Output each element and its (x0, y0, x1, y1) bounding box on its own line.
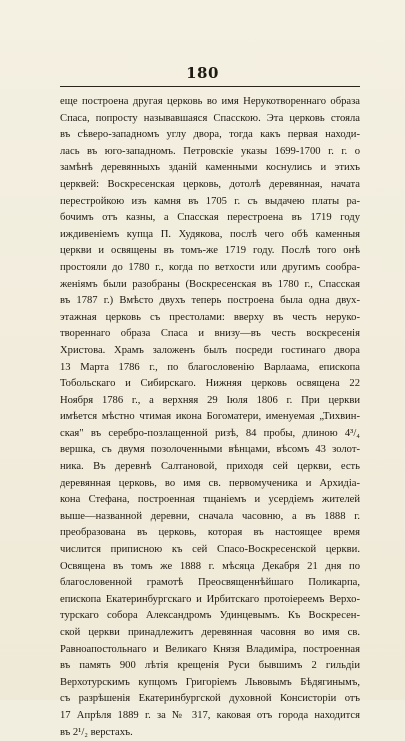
text-line: церквей: Воскресенская церковь, дотолѣ деревянная, начата (60, 178, 360, 190)
text-line: въ 1787 г.) Вмѣсто двухъ теперь построена была одна двух- (60, 295, 360, 307)
text-line: простояли до 1780 г., когда по ветхости или другимъ сообра- (60, 261, 360, 273)
text-line: Верхотурскимъ купцомъ Григоріемъ Львовымъ Бѣдягинымъ, (60, 676, 360, 688)
text-line: кона Стефана, построенная тщаніемъ и усердіемъ жителей (60, 494, 360, 506)
text-line: женіямъ были разобраны (Воскресенская въ 1780 г., Спасская (60, 278, 360, 290)
text-line: Равноапостольнаго и Великаго Князя Владиміра, построенная (60, 643, 360, 655)
text-line: лась въ юго-западномъ. Петровскіе указы 1699-1700 г. г. о (60, 145, 360, 157)
text-line: еще построена другая церковь во имя Нерукотвореннаго образа (60, 96, 360, 107)
text-line: вершка, съ двумя позолоченными вѣнцами, вѣсомъ 43 золот- (60, 444, 360, 456)
page-number: 180 (186, 64, 219, 82)
text-line: этажная церковь съ престолами: вверху въ честь неруко- (60, 311, 360, 323)
text-line: ской церкви принадлежитъ деревянная часовня во имя св. (60, 627, 360, 638)
text-line: въ память 900 лѣтія крещенія Руси бывшимъ 2 гильдіи (60, 660, 360, 672)
body-text (60, 94, 360, 741)
text-line: бочимъ отъ казны, а Спасская перестроена въ 1719 году (60, 212, 360, 224)
text-line: Спаса, попросту называвшаяся Спасскою. Эта церковь стояла (60, 112, 360, 124)
text-line: Ноября 1786 г., а верхняя 29 Іюля 1806 г. При церкви (60, 394, 360, 406)
text-line: 17 Апрѣля 1889 г. за № 317, каковая отъ города находится (60, 709, 360, 721)
text-line: перестройкою изъ камня въ 1705 г. съ выдачею платы ра- (60, 195, 360, 207)
text-line: Христова. Храмъ заложенъ былъ посреди гостинаго двора (60, 344, 360, 356)
text-line: въ 2¹/₂ верстахъ. (60, 726, 133, 738)
text-line: преобразована въ церковь, которая въ настоящее время (60, 527, 360, 539)
text-line: деревянная церковь, во имя св. первомученика и Архидіа- (60, 477, 360, 489)
text-line: замѣнѣ деревянныхъ зданій каменными коснулись и этихъ (60, 162, 360, 174)
text-line: ника. Въ деревнѣ Салтановой, приходя сей церкви, есть (60, 461, 360, 473)
text-line: ская" въ серебро-позлащенной ризѣ, 84 пробы, длиною 4³/₄ (60, 427, 360, 439)
text-line: имѣется мѣстно чтимая икона Богоматери, именуемая „Тихвин- (60, 411, 360, 423)
text-line: въ сѣверо-западномъ углу двора, тогда какъ первая находи- (60, 129, 360, 141)
text-line: выше—названной деревни, сначала часовню, а въ 1888 г. (60, 510, 360, 522)
text-line: иждивеніемъ купца П. Худякова, послѣ чего обѣ каменныя (60, 228, 360, 240)
text-line: турскаго собора Александромъ Удинцевымъ. Къ Воскресен- (60, 610, 360, 622)
text-line: числится приписною къ сей Спасо-Воскресенской церкви. (60, 544, 360, 556)
text-line: Освящена въ томъ же 1888 г. мѣсяца Декабря 21 дня по (60, 560, 360, 572)
text-line: Тобольскаго и Сибирскаго. Нижняя церковь освящена 22 (60, 378, 360, 390)
text-line: 13 Марта 1786 г., по благословенію Варлаама, епископа (60, 361, 360, 373)
text-line: съ разрѣшенія Екатеринбургской духовной Консисторіи отъ (60, 693, 360, 705)
text-line: епископа Екатеринбургскаго и Ирбитскаго протоіереемъ Верхо- (60, 593, 360, 605)
text-line: твореннаго образа Спаса и внизу—въ честь воскресенія (60, 328, 360, 340)
header-rule (60, 86, 360, 87)
text-line: церкви и освящены въ томъ-же 1719 году. Послѣ того онѣ (60, 245, 360, 257)
text-line: благословенной грамотѣ Преосвященнѣйшаго Поликарпа, (60, 577, 360, 589)
